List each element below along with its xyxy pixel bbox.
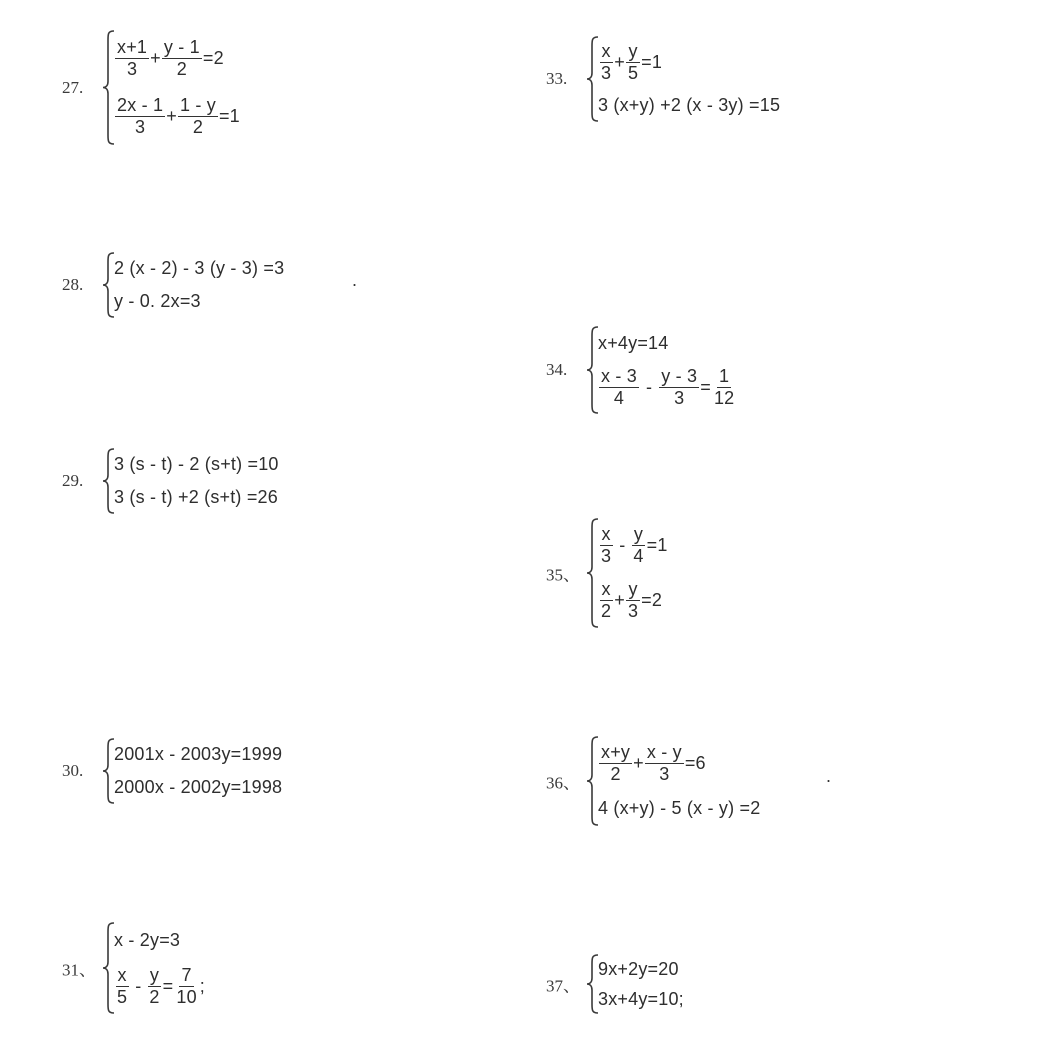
problem-37 — [546, 954, 766, 1014]
equation-line-1: $\frac{x}{3}$ + $\frac{y}{5}$ =1 — [601, 41, 663, 83]
problem-35 — [546, 518, 766, 628]
problem-33 — [546, 36, 876, 122]
fraction: $\frac{x}{3}$ — [601, 41, 612, 83]
equation-system — [598, 736, 760, 826]
equation-system — [598, 326, 737, 414]
equation-line-1: $\frac{x}{3}$ - $\frac{y}{4}$ =1 — [601, 524, 668, 566]
equation-line-2: y - 0. 2x=3 — [114, 291, 201, 311]
equation-system — [114, 252, 284, 318]
problem-28 — [62, 252, 382, 318]
problem-36 — [546, 736, 846, 826]
problem-29 — [62, 448, 382, 514]
fraction: $\frac{2x - 1}{3}$ — [117, 94, 164, 137]
problem-number: 31、 — [62, 960, 96, 980]
equation-system — [114, 738, 282, 804]
problem-number: 35、 — [546, 565, 580, 585]
equation-line-1: 3 (s - t) - 2 (s+t) =10 — [114, 454, 279, 474]
equation-line-1: x+4y=14 — [598, 332, 669, 353]
equation-line-2: 3 (x+y) +2 (x - 3y) =15 — [598, 94, 781, 115]
fraction: $\frac{x+1}{3}$ — [117, 37, 148, 80]
equation-line-2: $\frac{x}{2}$ + $\frac{y}{3}$ =2 — [601, 579, 663, 621]
problem-30 — [62, 738, 382, 804]
problem-27 — [62, 30, 322, 145]
problem-number: 28. — [62, 275, 84, 294]
fraction: $\frac{y}{2}$ — [149, 964, 160, 1007]
equation-line-1: x - 2y=3 — [114, 929, 181, 950]
fraction: $\frac{x}{2}$ — [601, 579, 612, 621]
fraction: $\frac{x - 3}{4}$ — [601, 365, 638, 408]
fraction: $\frac{y - 1}{2}$ — [163, 37, 200, 80]
fraction: $\frac{x+y}{2}$ — [601, 742, 631, 784]
equation-line-2: 3x+4y=10 ; — [598, 988, 684, 1009]
fraction: $\frac{x - y}{3}$ — [646, 742, 682, 784]
equation-line-2: 4 (x+y) - 5 (x - y) =2 — [598, 797, 761, 818]
equation-system — [598, 518, 668, 628]
equation-line-2: $\frac{2x - 1}{3}$ + $\frac{1 - y}{2}$ =1 — [117, 94, 240, 137]
equation-system — [598, 954, 684, 1014]
equation-line-2: 2000x - 2002y=1998 — [114, 777, 283, 797]
problem-number: 37、 — [546, 976, 580, 996]
equation-system — [598, 36, 780, 122]
fraction: $\frac{y}{5}$ — [627, 41, 639, 83]
problem-number: 27. — [62, 77, 84, 97]
equation-line-1: $\frac{x+1}{3}$ + $\frac{y - 1}{2}$ =2 — [117, 37, 224, 80]
equation-line-2: $\frac{x - 3}{4}$ - $\frac{y - 3}{3}$ = $\frac{1}{12}$ — [601, 365, 735, 408]
fraction: $\frac{y - 3}{3}$ — [661, 365, 698, 408]
fraction: $\frac{1}{12}$ — [713, 365, 735, 408]
equation-system — [114, 448, 279, 514]
trailing-period: . — [352, 270, 358, 290]
problem-31 — [62, 922, 322, 1014]
equation-line-2: $\frac{x}{5}$ - $\frac{y}{2}$ = $\frac{7}{10}$ ; — [117, 964, 205, 1007]
equation-system — [114, 922, 205, 1014]
equation-line-1: $\frac{x+y}{2}$ + $\frac{x - y}{3}$ =6 — [601, 742, 706, 784]
problem-number: 29. — [62, 471, 84, 490]
equation-line-2: 3 (s - t) +2 (s+t) =26 — [114, 487, 278, 507]
equation-system — [114, 30, 240, 145]
fraction: $\frac{1 - y}{2}$ — [179, 94, 216, 137]
equation-line-1: 2 (x - 2) - 3 (y - 3) =3 — [114, 258, 285, 278]
problem-34 — [546, 326, 806, 414]
fraction: $\frac{y}{4}$ — [633, 524, 644, 566]
problem-number: 33. — [546, 69, 568, 88]
problem-number: 36、 — [546, 773, 580, 793]
equation-line-1: 9x+2y=20 — [598, 958, 679, 979]
fraction: $\frac{7}{10}$ — [176, 964, 197, 1007]
fraction: $\frac{y}{3}$ — [627, 579, 639, 621]
equation-line-1: 2001x - 2003y=1999 — [114, 744, 283, 764]
trailing-period: . — [826, 766, 832, 786]
fraction: $\frac{x}{5}$ — [117, 964, 128, 1007]
fraction: $\frac{x}{3}$ — [601, 524, 612, 566]
problem-number: 34. — [546, 360, 568, 379]
problem-number: 30. — [62, 761, 84, 780]
